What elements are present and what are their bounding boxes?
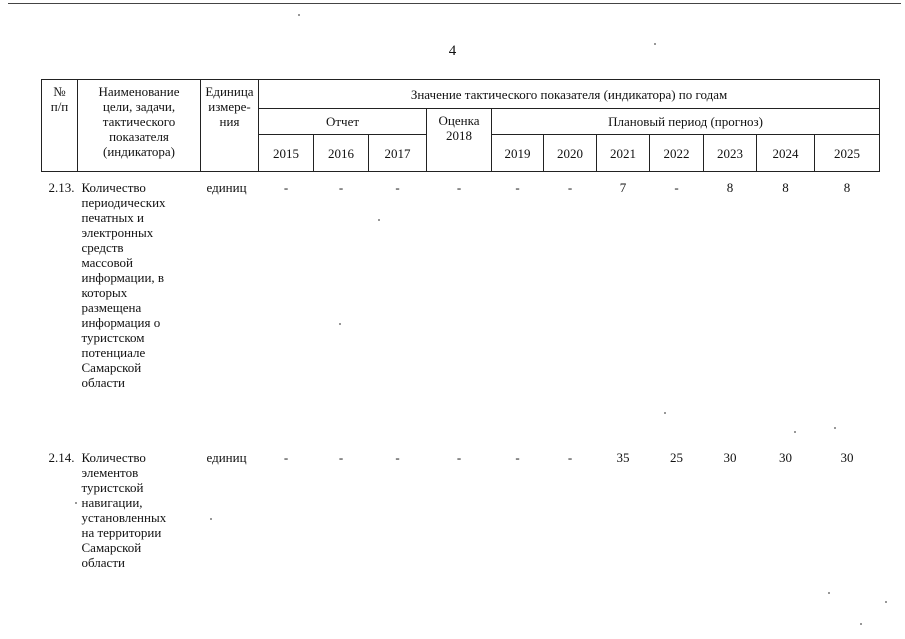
value-cell: 30 xyxy=(723,450,737,465)
unit-cell: единиц xyxy=(206,180,247,195)
scan-speck xyxy=(794,431,796,433)
scan-speck xyxy=(828,592,830,594)
header-num-text: № п/п xyxy=(50,84,69,114)
scan-speck xyxy=(664,412,666,414)
scan-speck xyxy=(339,323,341,325)
header-unit-text: Единица измере- ния xyxy=(205,84,254,129)
value-cell: - xyxy=(456,180,462,195)
value-cell: 8 xyxy=(782,180,789,195)
value-cell: 30 xyxy=(779,450,792,465)
value-cell: 8 xyxy=(843,180,851,195)
header-year: 2020 xyxy=(544,135,597,172)
header-name-text: Наименование цели, задачи, тактического показателя (индикатора) xyxy=(98,84,180,159)
page-number: 4 xyxy=(448,43,457,59)
header-year: 2022 xyxy=(650,135,704,172)
unit-cell: единиц xyxy=(206,450,247,465)
value-cell: - xyxy=(283,180,289,195)
top-border-line xyxy=(8,3,901,4)
header-year: 2015 xyxy=(259,135,314,172)
scan-speck xyxy=(210,518,212,520)
table-row xyxy=(42,442,880,590)
scan-speck xyxy=(378,219,380,221)
scan-speck xyxy=(654,43,656,45)
header-estimate xyxy=(427,109,492,172)
table-row xyxy=(42,172,880,443)
header-year: 2021 xyxy=(597,135,650,172)
header-year: 2017 xyxy=(369,135,427,172)
value-cell: - xyxy=(674,180,679,195)
header-year: 2023 xyxy=(704,135,757,172)
header-year: 2024 xyxy=(757,135,815,172)
header-plan-text: Плановый период (прогноз) xyxy=(608,114,763,129)
scan-speck xyxy=(885,601,887,603)
value-cell: - xyxy=(515,450,520,465)
header-year: 2016 xyxy=(314,135,369,172)
value-cell: - xyxy=(395,450,400,465)
value-cell: 35 xyxy=(616,450,630,465)
value-cell: 25 xyxy=(670,450,683,465)
header-value-group-text: Значение тактического показателя (индикатора) по годам xyxy=(410,86,728,102)
scan-speck xyxy=(834,427,836,429)
value-cell: - xyxy=(515,180,520,195)
value-cell: - xyxy=(567,180,573,195)
scan-speck xyxy=(860,623,862,625)
value-cell: - xyxy=(283,450,289,465)
header-plan xyxy=(492,109,880,135)
header-report xyxy=(259,109,427,135)
header-value-group xyxy=(259,80,880,109)
value-cell: - xyxy=(338,450,344,465)
row-number: 2.14. xyxy=(48,450,75,465)
indicator-name: Количество элементов туристской навигации, установленных на территории Самарской области xyxy=(81,450,167,570)
value-cell: 30 xyxy=(840,450,854,465)
indicator-table xyxy=(41,79,880,590)
header-year: 2019 xyxy=(492,135,544,172)
scan-speck xyxy=(298,14,300,16)
header-report-text: Отчет xyxy=(325,114,360,129)
value-cell: 8 xyxy=(726,180,734,195)
value-cell: 7 xyxy=(619,180,627,195)
header-unit xyxy=(201,80,259,172)
indicator-name: Количество периодических печатных и электронных средств массовой информации, в которых размещена информация о туристском потенциале Самарской области xyxy=(81,180,166,390)
header-estimate-text: Оценка 2018 xyxy=(438,113,480,143)
header-name xyxy=(78,80,201,172)
row-number: 2.13. xyxy=(48,180,75,195)
value-cell: - xyxy=(456,450,462,465)
value-cell: - xyxy=(338,180,344,195)
value-cell: - xyxy=(567,450,573,465)
value-cell: - xyxy=(395,180,400,195)
header-num xyxy=(42,80,78,172)
header-year: 2025 xyxy=(815,135,880,172)
scan-speck xyxy=(75,502,77,504)
